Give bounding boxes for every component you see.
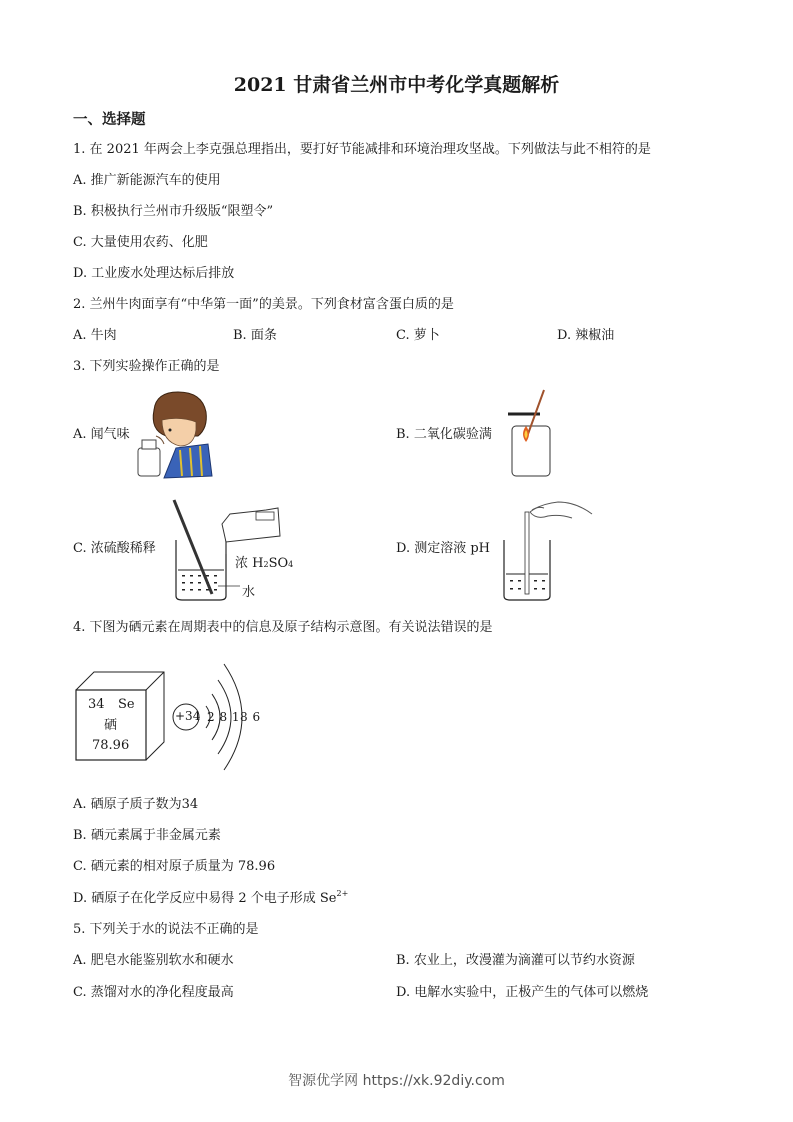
q3-option-a: A. 闻气味 — [73, 427, 130, 442]
q1-option-d: D. 工业废水处理达标后排放 — [73, 266, 235, 281]
atomic-number: 34 — [88, 697, 105, 712]
section-heading: 一、选择题 — [73, 111, 146, 128]
footer-watermark: 智源优学网 https://xk.92diy.com — [288, 1073, 505, 1089]
q1-option-c: C. 大量使用农药、化肥 — [73, 235, 208, 250]
electron-shells: 2 8 18 6 — [207, 710, 261, 724]
q2-stem: 2. 兰州牛肉面享有“中华第一面”的美景。下列食材富含蛋白质的是 — [73, 297, 454, 312]
co2-test-figure — [500, 388, 560, 480]
q5-option-d: D. 电解水实验中，正极产生的气体可以燃烧 — [396, 985, 649, 1000]
atomic-mass: 78.96 — [92, 738, 130, 753]
ion-charge: 2+ — [336, 889, 349, 898]
ph-test-figure — [500, 498, 596, 602]
q5-stem: 5. 下列关于水的说法不正确的是 — [73, 922, 259, 937]
q4-option-b: B. 硒元素属于非金属元素 — [73, 828, 221, 843]
q4-option-a: A. 硒原子质子数为34 — [73, 797, 199, 812]
q5-option-b: B. 农业上，改漫灌为滴灌可以节约水资源 — [396, 953, 635, 968]
q4-option-d-text: D. 硒原子在化学反应中易得 2 个电子形成 Se — [73, 891, 337, 906]
q4-option-c: C. 硒元素的相对原子质量为 78.96 — [73, 859, 276, 874]
q2-option-c: C. 萝卜 — [396, 328, 440, 343]
page-title: 2021 甘肃省兰州市中考化学真题解析 — [233, 74, 560, 96]
q4-stem: 4. 下图为硒元素在周期表中的信息及原子结构示意图。有关说法错误的是 — [73, 620, 493, 635]
q3-stem: 3. 下列实验操作正确的是 — [73, 359, 220, 374]
q1-stem: 1. 在 2021 年两会上李克强总理指出，要打好节能减排和环境治理攻坚战。下列做法与此不相符的是 — [73, 142, 651, 157]
q5-option-a: A. 肥皂水能鉴别软水和硬水 — [73, 953, 234, 968]
water-label: 水 — [242, 585, 256, 600]
q2-option-d: D. 辣椒油 — [557, 328, 615, 343]
q1-option-a: A. 推广新能源汽车的使用 — [73, 173, 221, 188]
element-name: 硒 — [104, 718, 118, 733]
nucleus-charge: +34 — [175, 709, 201, 723]
smelling-figure — [136, 390, 216, 480]
q3-option-c: C. 浓硫酸稀释 — [73, 541, 156, 556]
q2-option-b: B. 面条 — [233, 328, 277, 343]
q1-option-b: B. 积极执行兰州市升级版“限塑令” — [73, 204, 274, 219]
q3-option-b: B. 二氧化碳验满 — [396, 427, 492, 442]
q3-option-d: D. 测定溶液 pH — [396, 541, 491, 556]
element-symbol: Se — [118, 697, 135, 712]
q4-option-d — [73, 890, 348, 909]
q5-option-c: C. 蒸馏对水的净化程度最高 — [73, 985, 234, 1000]
q2-option-a: A. 牛肉 — [73, 328, 117, 343]
dilution-figure — [168, 498, 298, 602]
h2so4-label: 浓 H2SO4 — [235, 556, 294, 571]
